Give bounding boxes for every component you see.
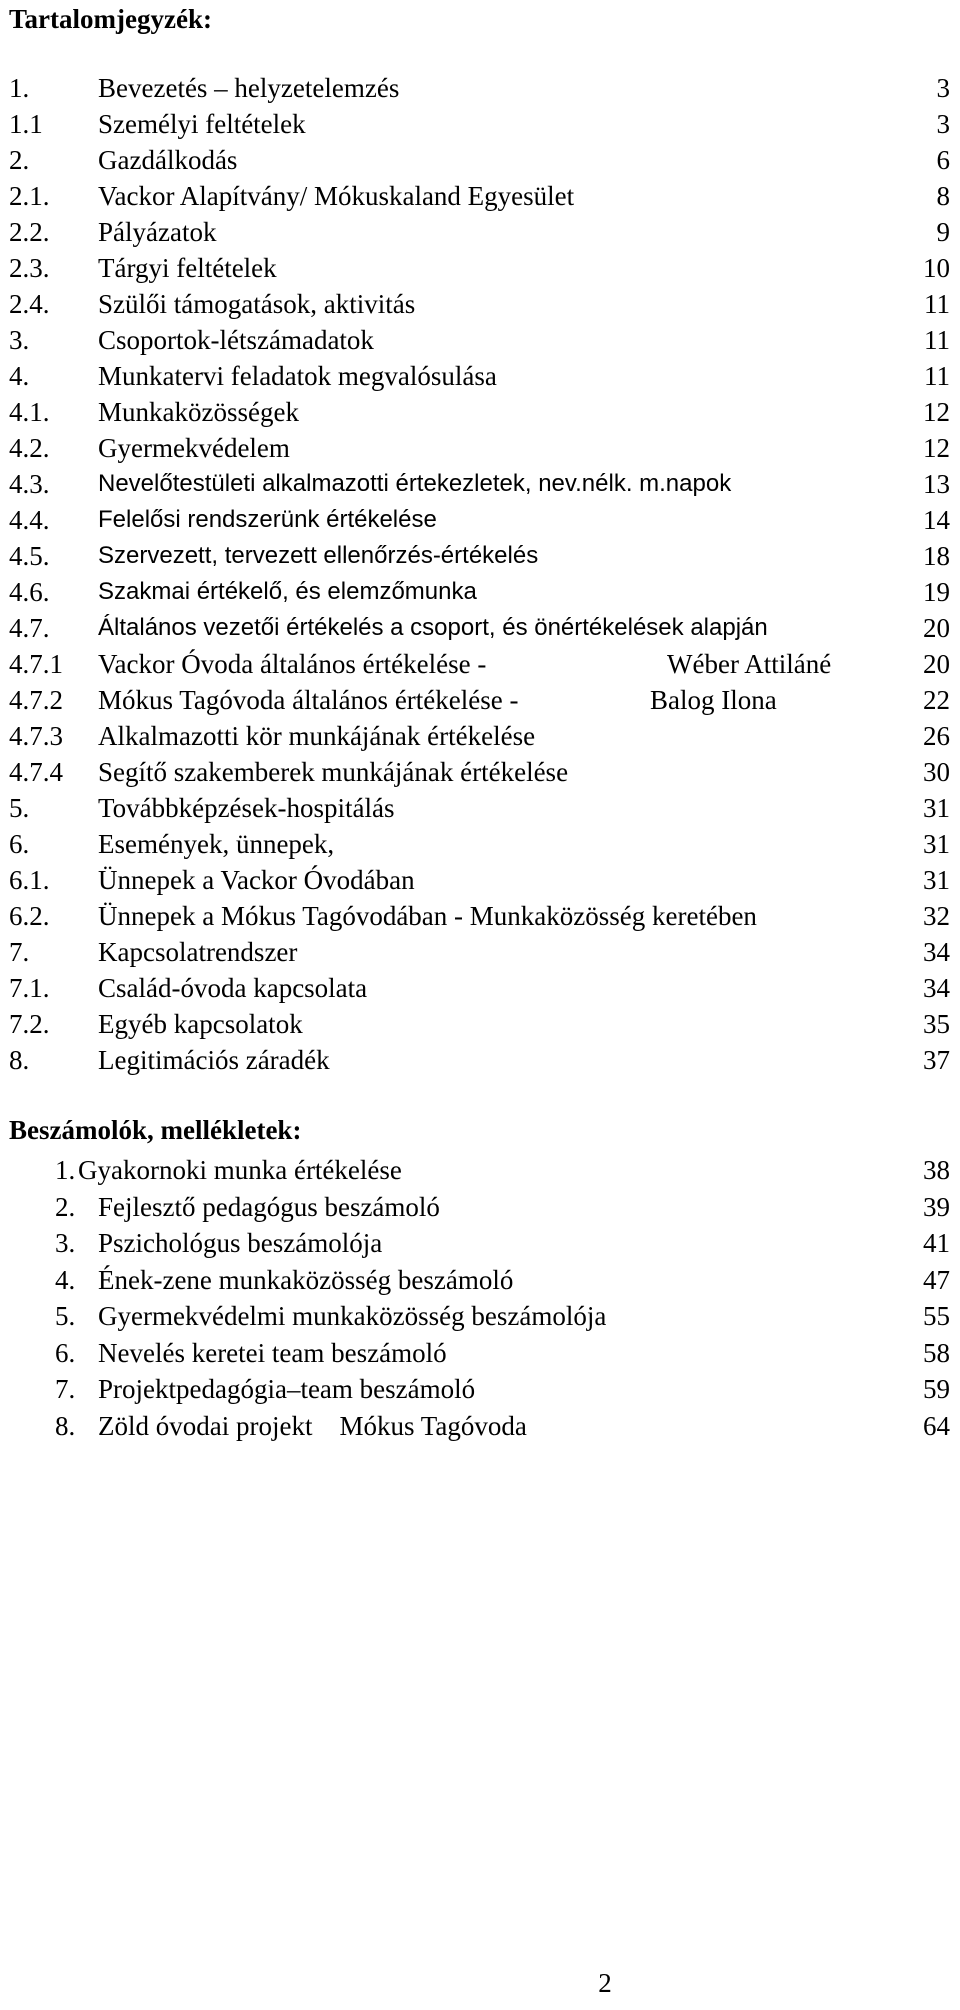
toc-entry-number: 7. — [9, 937, 30, 967]
toc-entry — [0, 286, 960, 322]
toc-title: Tartalomjegyzék: — [9, 4, 212, 34]
toc-entry — [0, 970, 960, 1006]
toc-entry — [0, 178, 960, 214]
toc-entry-label: Szervezett, tervezett ellenőrzés-értékelés — [98, 542, 539, 569]
attachment-number: 4. — [55, 1264, 76, 1295]
toc-entry-label: Események, ünnepek, — [98, 829, 335, 859]
toc-entry-label: Ünnepek a Mókus Tagóvodában - Munkaközösség keretében — [98, 901, 757, 931]
attachment-label: Projektpedagógia–team beszámoló — [98, 1374, 476, 1404]
toc-entry — [0, 70, 960, 106]
toc-entry — [0, 646, 960, 682]
attachment-label: Ének-zene munkaközösség beszámoló — [98, 1264, 514, 1295]
toc-entry-number: 2.4. — [9, 289, 50, 319]
toc-entry-page: 31 — [923, 865, 950, 895]
toc-entry-number: 4.4. — [9, 505, 50, 535]
toc-entry-page: 19 — [923, 577, 950, 607]
toc-entry-number: 2. — [9, 145, 30, 175]
attachment-entry — [0, 1262, 960, 1299]
toc-entry-page: 8 — [936, 181, 950, 211]
toc-entry-label: Segítő szakemberek munkájának értékelése — [98, 757, 569, 787]
toc-entry-page: 20 — [923, 613, 950, 643]
attachment-number: 2. — [55, 1191, 76, 1222]
toc-entry — [0, 394, 960, 430]
toc-entry-number: 4.2. — [9, 433, 50, 463]
toc-entry-page: 3 — [936, 73, 950, 103]
toc-entry-page: 37 — [923, 1045, 950, 1075]
attachment-entry — [0, 1225, 960, 1262]
toc-entry-number: 4.7.1 — [9, 649, 63, 679]
toc-entry-label: Vackor Óvoda általános értékelése - — [98, 649, 487, 679]
toc-entry-number: 4.7.3 — [9, 721, 63, 751]
toc-entry — [0, 358, 960, 394]
toc-entry-label: Továbbképzések-hospitálás — [98, 793, 395, 823]
attachment-number: 3. — [55, 1228, 76, 1258]
attachment-page: 39 — [923, 1191, 950, 1222]
toc-entry-page: 13 — [923, 469, 950, 499]
toc-entry-number: 7.1. — [9, 973, 50, 1003]
toc-entry-label: Mókus Tagóvoda általános értékelése - — [98, 685, 519, 715]
attachment-label: Pszichológus beszámolója — [98, 1228, 383, 1258]
toc-entry-label: Munkaközösségek — [98, 397, 299, 427]
attachment-entry — [0, 1335, 960, 1372]
attachments-list — [0, 1152, 960, 1444]
toc-entry-label: Szülői támogatások, aktivitás — [98, 289, 416, 319]
toc-entry-page: 22 — [923, 685, 950, 715]
toc-entry-page: 31 — [923, 793, 950, 823]
toc-entry — [0, 106, 960, 142]
toc-entry-page: 30 — [923, 757, 950, 787]
toc-entry-label: Felelősi rendszerünk értékelése — [98, 506, 437, 533]
toc-entry-label: Ünnepek a Vackor Óvodában — [98, 865, 415, 895]
toc-entry-label: Gazdálkodás — [98, 145, 238, 175]
toc-entry-number: 3. — [9, 325, 30, 355]
toc-entry-label: Bevezetés – helyzetelemzés — [98, 73, 400, 103]
toc-entry — [0, 466, 960, 502]
attachment-label: Gyakornoki munka értékelése — [78, 1155, 402, 1185]
toc-entry-page: 10 — [923, 253, 950, 283]
toc-entry-label: Általános vezetői értékelés a csoport, és önértékelések alapján — [98, 614, 768, 641]
toc-entry-number: 4.7.4 — [9, 757, 63, 787]
toc-entry-number: 4.1. — [9, 397, 50, 427]
toc-entry-label: Pályázatok — [98, 217, 217, 247]
toc-entry-number: 2.3. — [9, 253, 50, 283]
toc-entry — [0, 502, 960, 538]
toc-entry-page: 18 — [923, 541, 950, 571]
toc-entry — [0, 718, 960, 754]
toc-entry-author: Wéber Attiláné — [667, 649, 832, 679]
toc-entry — [0, 538, 960, 574]
attachment-label: Gyermekvédelmi munkaközösség beszámolója — [98, 1301, 607, 1331]
toc-entry-number: 1.1 — [9, 109, 43, 139]
attachment-label: Nevelés keretei team beszámoló — [98, 1337, 447, 1368]
toc-entry-page: 6 — [936, 145, 950, 175]
toc-entry-page: 11 — [924, 289, 950, 319]
toc-entry-number: 4.7. — [9, 613, 50, 643]
toc-entry-page: 34 — [923, 973, 950, 1003]
toc-entry — [0, 142, 960, 178]
toc-entry — [0, 574, 960, 610]
toc-entry — [0, 250, 960, 286]
toc-entry-page: 3 — [936, 109, 950, 139]
toc-entry-page: 35 — [923, 1009, 950, 1039]
attachment-page: 38 — [923, 1155, 950, 1185]
toc-entry-number: 4.3. — [9, 469, 50, 499]
toc-entry — [0, 898, 960, 934]
attachment-page: 47 — [923, 1264, 950, 1295]
attachment-page: 55 — [923, 1301, 950, 1331]
toc-entry-number: 4.7.2 — [9, 685, 63, 715]
toc-entry — [0, 754, 960, 790]
toc-entry-number: 4.6. — [9, 577, 50, 607]
toc-entry-label: Legitimációs záradék — [98, 1045, 330, 1075]
attachment-page: 58 — [923, 1337, 950, 1368]
toc-entry-number: 8. — [9, 1045, 30, 1075]
toc-entry — [0, 214, 960, 250]
toc-entry — [0, 430, 960, 466]
attachment-entry — [0, 1408, 960, 1445]
toc-entry — [0, 862, 960, 898]
toc-entry-label: Nevelőtestületi alkalmazotti értekezletek, nev.nélk. m.napok — [98, 470, 732, 497]
attachment-page: 64 — [923, 1410, 950, 1441]
toc-entry-label: Család-óvoda kapcsolata — [98, 973, 368, 1003]
toc-entry-page: 34 — [923, 937, 950, 967]
toc-entry — [0, 1006, 960, 1042]
attachment-label: Fejlesztő pedagógus beszámoló — [98, 1191, 440, 1222]
toc-entry-author: Balog Ilona — [650, 685, 777, 715]
toc-entry-label: Gyermekvédelem — [98, 433, 290, 463]
toc-entry — [0, 322, 960, 358]
toc-entry-page: 9 — [936, 217, 950, 247]
toc-entry-number: 2.1. — [9, 181, 50, 211]
toc-entry — [0, 826, 960, 862]
toc-entry-number: 7.2. — [9, 1009, 50, 1039]
toc-entry-page: 31 — [923, 829, 950, 859]
toc-entry — [0, 610, 960, 646]
attachment-page: 59 — [923, 1374, 950, 1404]
attachment-number: 1. — [55, 1155, 76, 1185]
toc-entry-number: 4. — [9, 361, 30, 391]
page-number: 2 — [598, 1968, 612, 1998]
toc-entry — [0, 790, 960, 826]
toc-entry-label: Alkalmazotti kör munkájának értékelése — [98, 721, 536, 751]
attachment-number: 7. — [55, 1374, 76, 1404]
toc-entry-page: 26 — [923, 721, 950, 751]
toc-entry-number: 6. — [9, 829, 30, 859]
attachment-number: 5. — [55, 1301, 76, 1331]
attachment-entry — [0, 1152, 960, 1189]
attachment-entry — [0, 1371, 960, 1408]
toc-entry-page: 12 — [923, 433, 950, 463]
toc-entry-label: Személyi feltételek — [98, 109, 306, 139]
toc-entry-number: 4.5. — [9, 541, 50, 571]
toc-entry-page: 20 — [923, 649, 950, 679]
toc-entry-label: Munkatervi feladatok megvalósulása — [98, 361, 497, 391]
toc-entry-number: 5. — [9, 793, 30, 823]
toc-entry-page: 14 — [923, 505, 950, 535]
toc-list — [0, 70, 960, 1078]
toc-entry-number: 1. — [9, 73, 30, 103]
attachment-entry — [0, 1298, 960, 1335]
toc-entry-label: Csoportok-létszámadatok — [98, 325, 374, 355]
toc-entry-page: 11 — [924, 361, 950, 391]
toc-entry-page: 12 — [923, 397, 950, 427]
toc-entry — [0, 682, 960, 718]
toc-entry-label: Szakmai értékelő, és elemzőmunka — [98, 578, 477, 605]
toc-entry-label: Kapcsolatrendszer — [98, 937, 298, 967]
toc-entry-page: 32 — [923, 901, 950, 931]
toc-entry — [0, 934, 960, 970]
attachment-entry — [0, 1189, 960, 1226]
attachment-number: 6. — [55, 1337, 76, 1368]
toc-entry — [0, 1042, 960, 1078]
attachments-heading: Beszámolók, mellékletek: — [9, 1115, 302, 1145]
attachment-label: Zöld óvodai projekt Mókus Tagóvoda — [98, 1410, 527, 1441]
toc-entry-number: 2.2. — [9, 217, 50, 247]
toc-entry-page: 11 — [924, 325, 950, 355]
toc-entry-label: Vackor Alapítvány/ Mókuskaland Egyesület — [98, 181, 575, 211]
toc-entry-number: 6.2. — [9, 901, 50, 931]
toc-entry-label: Egyéb kapcsolatok — [98, 1009, 303, 1039]
attachment-page: 41 — [923, 1228, 950, 1258]
attachment-number: 8. — [55, 1410, 76, 1441]
toc-entry-label: Tárgyi feltételek — [98, 253, 277, 283]
toc-entry-number: 6.1. — [9, 865, 50, 895]
